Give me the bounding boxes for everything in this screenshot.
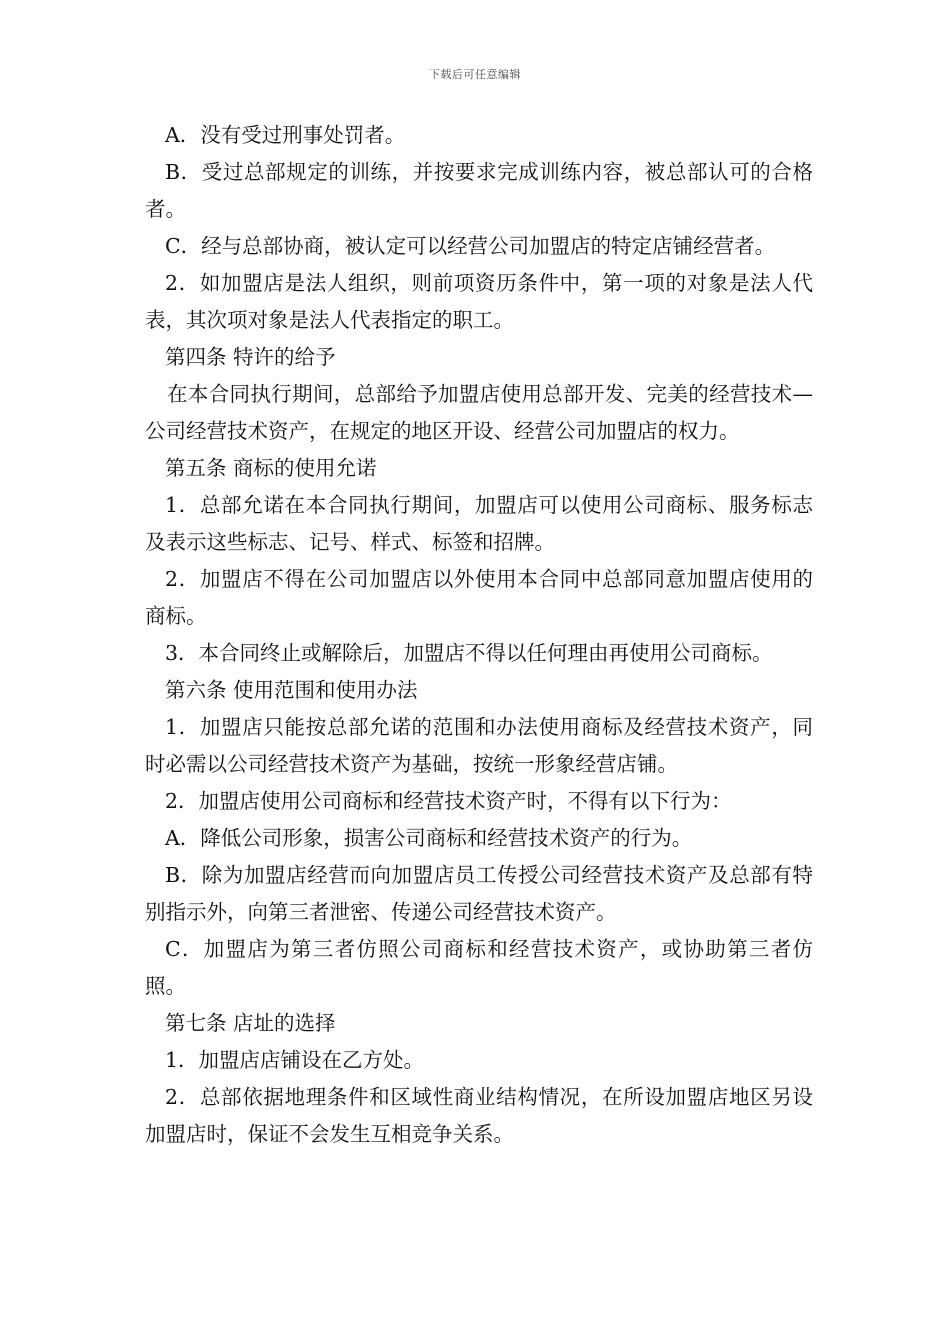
- clause-paragraph: 1．加盟店只能按总部允诺的范围和办法使用商标及经营技术资产，同时必需以公司经营技术资产为基础，按统一形象经营店铺。: [145, 715, 813, 776]
- clause-paragraph: C．经与总部协商，被认定可以经营公司加盟店的特定店铺经营者。: [165, 234, 776, 258]
- clause-paragraph: B．除为加盟店经营而向加盟店员工传授公司经营技术资产及总部有特别指示外，向第三者泄密、传递公司经营技术资产。: [145, 863, 813, 924]
- clause-paragraph: 1．加盟店店铺设在乙方处。: [165, 1048, 425, 1072]
- clause-paragraph: A．没有受过刑事处罚者。: [165, 123, 406, 147]
- article-heading: 第六条 使用范围和使用办法: [165, 678, 418, 702]
- clause-paragraph: A．降低公司形象，损害公司商标和经营技术资产的行为。: [165, 826, 693, 850]
- clause-paragraph: 3．本合同终止或解除后，加盟店不得以任何理由再使用公司商标。: [165, 641, 773, 665]
- article-heading: 第四条 特许的给予: [165, 345, 336, 369]
- clause-paragraph: 1．总部允诺在本合同执行期间，加盟店可以使用公司商标、服务标志及表示这些标志、记号、样式、标签和招牌。: [145, 493, 813, 554]
- clause-paragraph: 2．总部依据地理条件和区域性商业结构情况，在所设加盟店地区另设加盟店时，保证不会发生互相竞争关系。: [145, 1085, 813, 1146]
- clause-paragraph: C．加盟店为第三者仿照公司商标和经营技术资产，或协助第三者仿照。: [145, 937, 813, 998]
- clause-paragraph: 2．加盟店不得在公司加盟店以外使用本合同中总部同意加盟店使用的商标。: [145, 567, 813, 628]
- header-note: 下载后可任意编辑: [429, 68, 521, 81]
- clause-paragraph: 在本合同执行期间，总部给予加盟店使用总部开发、完美的经营技术—公司经营技术资产，在规定的地区开设、经营公司加盟店的权力。: [145, 382, 813, 443]
- clause-paragraph: 2．如加盟店是法人组织，则前项资历条件中，第一项的对象是法人代表，其次项对象是法人代表指定的职工。: [145, 271, 813, 332]
- article-heading: 第五条 商标的使用允诺: [165, 456, 377, 480]
- contract-body: [145, 117, 813, 1153]
- clause-paragraph: B．受过总部规定的训练，并按要求完成训练内容，被总部认可的合格者。: [145, 160, 813, 221]
- clause-paragraph: 2．加盟店使用公司商标和经营技术资产时，不得有以下行为：: [165, 789, 732, 813]
- article-heading: 第七条 店址的选择: [165, 1011, 336, 1035]
